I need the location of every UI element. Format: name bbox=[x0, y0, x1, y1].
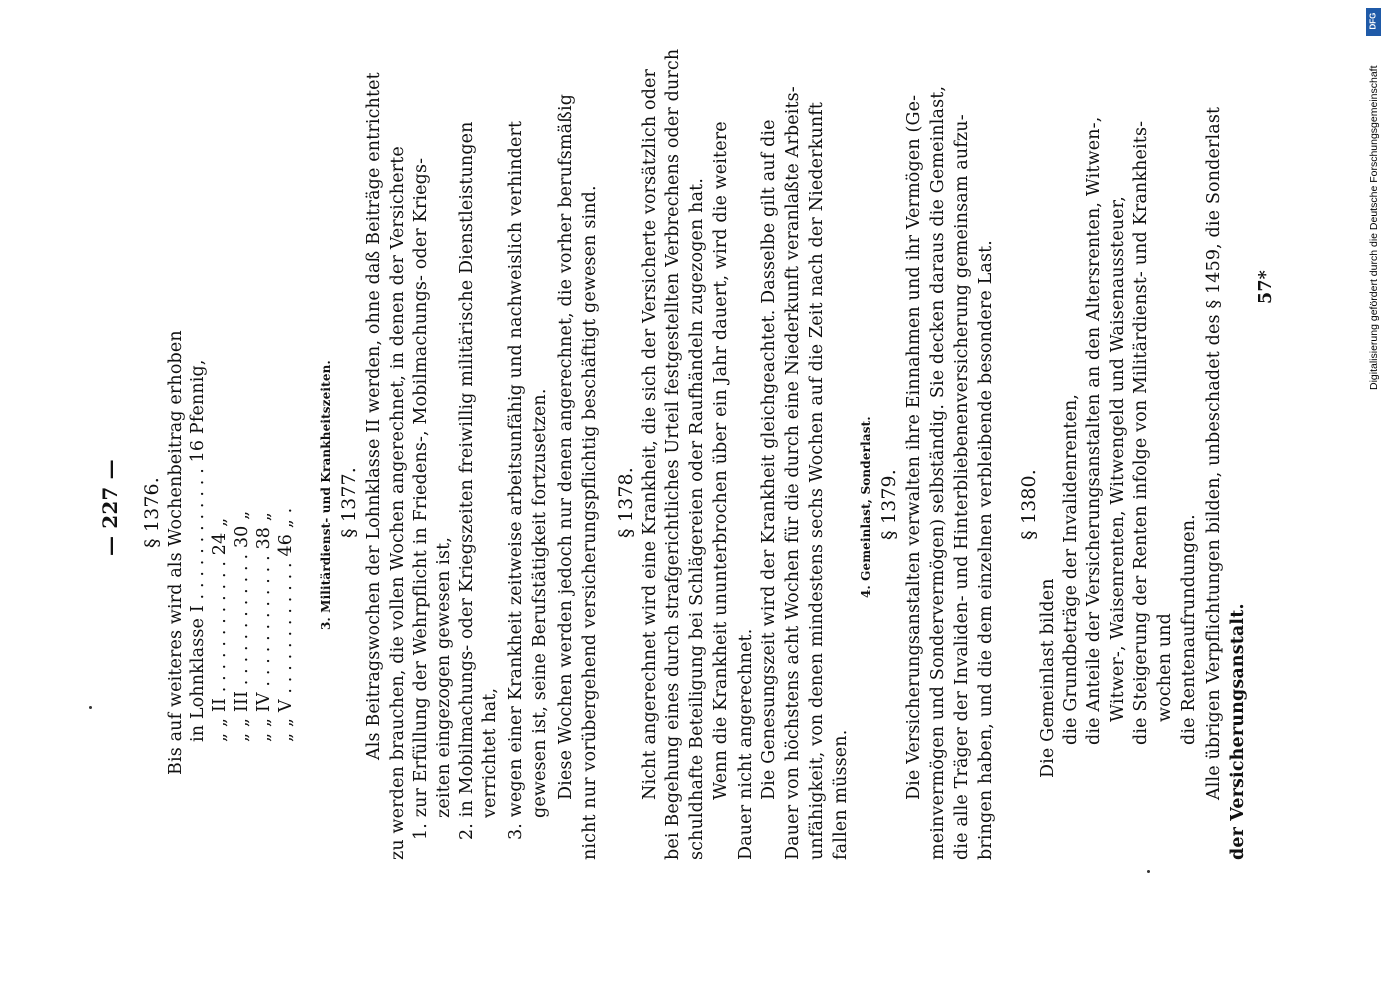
s1380-line-3: die Anteile der Versicherungsanstalten an den Altersrenten, Witwen-, bbox=[1084, 116, 1104, 745]
section-1377-heading: § 1377. bbox=[338, 467, 360, 538]
section-3-heading: 3. Militärdienst- und Krankheitszeiten. bbox=[319, 360, 333, 630]
s1379-line-1: Die Versicherungsanstalten verwalten ihre Einnahmen und ihr Vermögen (Ge- bbox=[904, 94, 924, 800]
s1378-line-1: Nicht angerechnet wird eine Krankheit, die sich der Versicherte vorsätzlich oder bbox=[640, 68, 660, 800]
s1378-line-3: schuldhafte Beteiligung bei Schlägereien oder Raufhändeln zugezogen hat. bbox=[687, 177, 707, 860]
section-1378-heading: § 1378. bbox=[615, 467, 637, 538]
s1378-line-6: Die Genesungszeit wird der Krankheit gleichgeachtet. Dasselbe gilt auf die bbox=[759, 119, 779, 800]
section-1376-line: Bis auf weiteres wird als Wochenbeitrag erhoben bbox=[166, 330, 186, 775]
section-1380-heading: § 1380. bbox=[1018, 469, 1040, 540]
s1380-line-6: wochen und bbox=[1155, 612, 1175, 722]
section-4-heading: 4. Gemeinlast, Sonderlast. bbox=[859, 416, 873, 598]
wage-class-row-5: „ „ V . . . . . . . . . . . . 46 „ . bbox=[276, 507, 296, 742]
scan-speck bbox=[89, 706, 92, 709]
s1377-line-6: verrichtet hat, bbox=[480, 687, 500, 818]
s1378-line-8: unfähigkeit, von denen mindestens sechs Wochen auf die Zeit nach der Niederkunft bbox=[807, 101, 827, 860]
section-1376-heading: § 1376. bbox=[141, 477, 163, 548]
section-1379-heading: § 1379. bbox=[878, 469, 900, 540]
s1380-line-5: die Steigerung der Renten infolge von Militärdienst- und Krankheits- bbox=[1131, 120, 1151, 745]
s1377-line-10: nicht nur vorübergehend versicherungspflichtig beschäftigt gewesen sind. bbox=[580, 185, 600, 860]
s1378-line-5: Dauer nicht angerechnet. bbox=[736, 628, 756, 860]
scan-speck bbox=[1147, 870, 1150, 873]
s1379-line-2: meinvermögen und Sondervermögen) selbständig. Sie decken daraus die Gemeinlast, bbox=[928, 85, 948, 860]
s1377-line-3: 1. zur Erfüllung der Wehrpflicht in Friedens-, Mobilmachungs- oder Kriegs- bbox=[411, 157, 431, 840]
wage-class-row-3: „ „ III . . . . . . . . . . . . 30 „ bbox=[232, 510, 252, 742]
s1377-line-2: zu werden brauchen, die vollen Wochen angerechnet, in denen der Versicherte bbox=[388, 146, 408, 860]
s1380-line-1: Die Gemeinlast bilden bbox=[1038, 578, 1058, 778]
digitization-footer: Digitalisierung gefördert durch die Deutsche Forschungsgemeinschaft bbox=[1368, 65, 1380, 390]
s1378-line-7: Dauer von höchstens acht Wochen für die durch eine Niederkunft veranlaßte Arbeits- bbox=[783, 86, 803, 860]
s1380-line-2: die Grundbeträge der Invalidenrenten, bbox=[1061, 393, 1081, 745]
wage-class-row-2: „ „ II . . . . . . . . . . . . 24 „ bbox=[210, 517, 230, 742]
s1377-line-5: 2. in Mobilmachungs- oder Kriegszeiten freiwillig militärische Dienstleistungen bbox=[457, 121, 477, 840]
s1380-line-8: Alle übrigen Verpflichtungen bilden, unbeschadet des § 1459, die Sonderlast bbox=[1204, 106, 1224, 800]
s1377-line-1: Als Beitragswochen der Lohnklasse II werden, ohne daß Beiträge entrichtet bbox=[364, 72, 384, 760]
s1378-line-2: bei Begehung eines durch strafgerichtliches Urteil festgestellten Verbrechens oder durch bbox=[663, 48, 683, 860]
s1377-line-4: zeiten eingezogen gewesen ist, bbox=[434, 536, 454, 818]
s1377-line-7: 3. wegen einer Krankheit zeitweise arbeitsunfähig und nachweislich verhindert bbox=[506, 120, 526, 840]
wage-class-row-1: in Lohnklasse I . . . . . . . . . . . . 16 Pfennig, bbox=[188, 359, 208, 742]
page-number: — 227 — bbox=[98, 459, 122, 556]
s1377-line-9: Diese Wochen werden jedoch nur denen angerechnet, die vorher berufsmäßig bbox=[556, 93, 576, 800]
dfg-logo: DFG bbox=[1366, 8, 1381, 36]
s1380-line-4: Witwer-, Waisenrenten, Witwengeld und Waisenaussteuer, bbox=[1108, 196, 1128, 722]
s1378-line-4: Wenn die Krankheit ununterbrochen über ein Jahr dauert, wird die weitere bbox=[711, 121, 731, 800]
s1379-line-3: die alle Träger der Invaliden- und Hinterbliebenenversicherung gemeinsam aufzu- bbox=[952, 114, 972, 860]
s1380-line-9: der Versicherungsanstalt. bbox=[1228, 603, 1248, 860]
s1380-line-7: die Rentenaufrundungen. bbox=[1179, 514, 1199, 745]
s1379-line-4: bringen haben, und die dem einzelnen verbleibende besondere Last. bbox=[976, 240, 996, 860]
s1378-line-9: fallen müssen. bbox=[831, 729, 851, 860]
sheet-mark: 57* bbox=[1256, 270, 1276, 304]
s1377-line-8: gewesen ist, seine Berufstätigkeit fortzusetzen. bbox=[530, 388, 550, 818]
wage-class-row-4: „ „ IV . . . . . . . . . . . . 38 „ bbox=[254, 511, 274, 742]
